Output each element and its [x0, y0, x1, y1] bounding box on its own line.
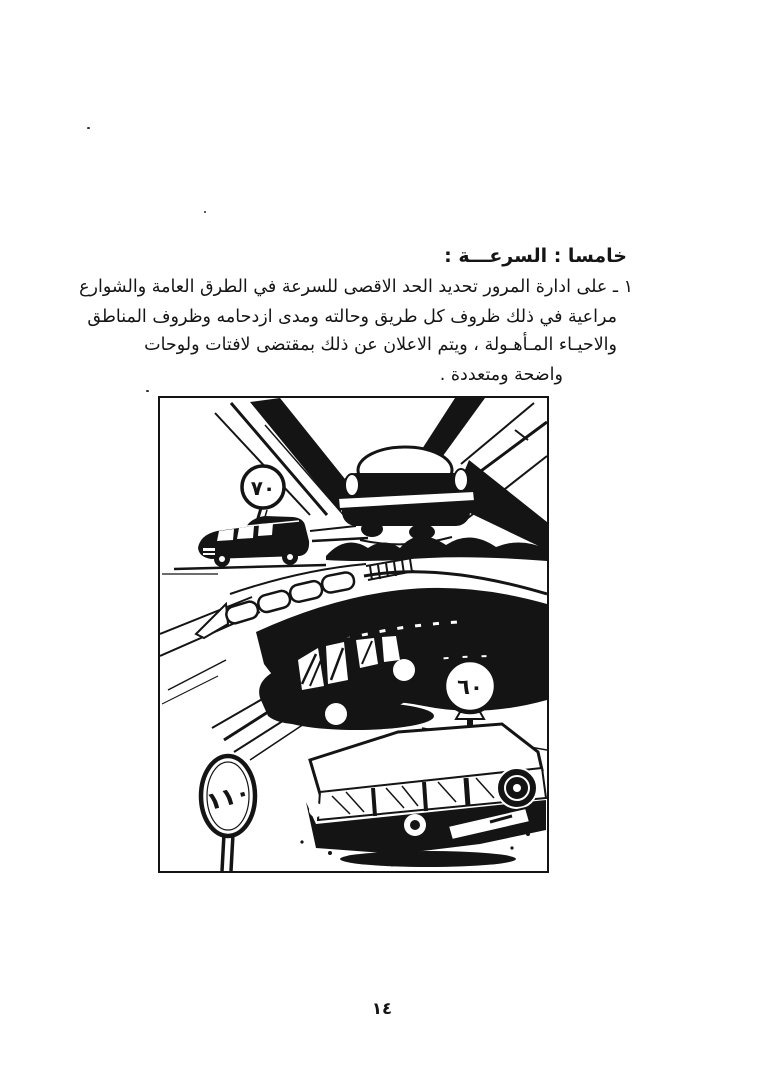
speed-illustration-frame	[158, 396, 549, 873]
suv-icon	[300, 724, 546, 867]
car-rear-icon	[338, 447, 475, 544]
speed-illustration	[160, 398, 547, 871]
speed-sign-60	[444, 660, 496, 733]
page-number: ١٤	[371, 999, 393, 1018]
hills-icon	[326, 536, 547, 561]
scan-speckle	[87, 127, 90, 129]
paragraph-line: واضحة ومتعددة .	[439, 365, 563, 385]
speed-sign-110-value: ١١٠	[203, 777, 254, 817]
paragraph-line: والاحيـاء المـأهـولة ، ويتم الاعلان عن ذلك بمقتضى لافتات ولوحات	[144, 335, 617, 355]
paragraph-line: مراعية في ذلك ظروف كل طريق وحالته ومدى ازدحامه وظروف المناطق	[87, 307, 617, 327]
speed-sign-110	[201, 756, 255, 871]
station-wagon-icon	[162, 516, 368, 574]
scan-speckle	[146, 390, 149, 392]
scan-speckle	[204, 211, 206, 213]
speed-sign-70-value: ٧٠	[250, 476, 276, 500]
speed-sign-60-value: ٦٠	[457, 675, 483, 699]
speed-sign-70	[242, 466, 284, 525]
section-heading: خامسا : السرعـــة :	[444, 245, 627, 267]
paragraph-line: ١ ـ على ادارة المرور تحديد الحد الاقصى للسرعة في الطرق العامة والشوارع	[79, 277, 633, 297]
